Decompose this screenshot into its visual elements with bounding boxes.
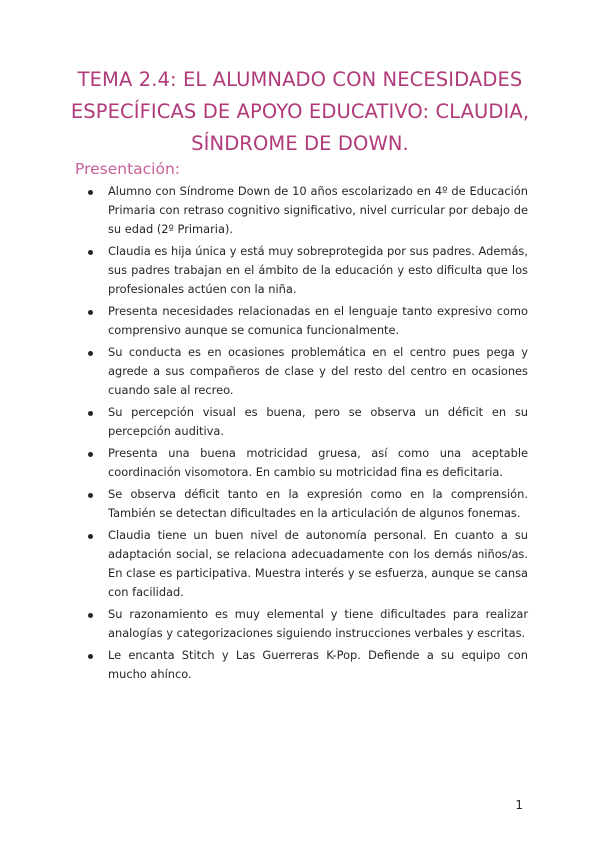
list-item (83, 343, 528, 400)
list-item (83, 403, 528, 441)
bullet-icon (88, 310, 93, 315)
bullet-icon (88, 250, 93, 255)
bullet-icon (88, 493, 93, 498)
list-item (83, 302, 528, 340)
list-item-text: Alumno con Síndrome Down de 10 años escolarizado en 4º de Educación Primaria con retraso cognitivo significativo, nivel curricular por debajo de su edad (2º Primaria). (108, 184, 528, 236)
list-item-text: Le encanta Stitch y Las Guerreras K-Pop. Defiende a su equipo con mucho ahínco. (108, 648, 528, 681)
list-item-text: Se observa déficit tanto en la expresión como en la comprensión. También se detectan dificultades en la articulación de algunos fonemas. (108, 487, 528, 520)
bullet-icon (88, 654, 93, 659)
list-item (83, 444, 528, 482)
list-item (83, 242, 528, 299)
list-item-text: Presenta necesidades relacionadas en el lenguaje tanto expresivo como comprensivo aunque se comunica funcionalmente. (108, 304, 528, 337)
bullet-icon (88, 351, 93, 356)
list-item-text: Su conducta es en ocasiones problemática en el centro pues pega y agrede a sus compañeros de clase y del resto del centro en ocasiones cuando sale al recreo. (108, 345, 528, 397)
list-item (83, 646, 528, 684)
bullet-icon (88, 452, 93, 457)
page-number: 1 (515, 798, 523, 812)
section-heading: Presentación: (75, 160, 181, 178)
bullet-icon (88, 534, 93, 539)
bullet-icon (88, 190, 93, 195)
list-item-text: Claudia tiene un buen nivel de autonomía personal. En cuanto a su adaptación social, se relaciona adecuadamente con los demás niños/as. En clase es participativa. Muestra interés y se esfuerza, aunque se cansa con facilidad. (108, 528, 528, 599)
bullet-icon (88, 613, 93, 618)
bullet-icon (88, 411, 93, 416)
list-item (83, 182, 528, 239)
list-item-text: Presenta una buena motricidad gruesa, así como una aceptable coordinación visomotora. En cambio su motricidad fina es deficitaria. (108, 446, 528, 479)
page-title: TEMA 2.4: EL ALUMNADO CON NECESIDADES ESPECÍFICAS DE APOYO EDUCATIVO: CLAUDIA, SÍNDROME DE DOWN. (70, 68, 530, 155)
list-item (83, 605, 528, 643)
list-item-text: Claudia es hija única y está muy sobreprotegida por sus padres. Además, sus padres trabajan en el ámbito de la educación y esto dificulta que los profesionales actúen con la niña. (108, 244, 528, 296)
list-item (83, 526, 528, 602)
bullet-list (83, 182, 528, 687)
list-item-text: Su percepción visual es buena, pero se observa un déficit en su percepción auditiva. (108, 405, 528, 438)
list-item-text: Su razonamiento es muy elemental y tiene dificultades para realizar analogías y categorizaciones siguiendo instrucciones verbales y escritas. (108, 607, 528, 640)
list-item (83, 485, 528, 523)
